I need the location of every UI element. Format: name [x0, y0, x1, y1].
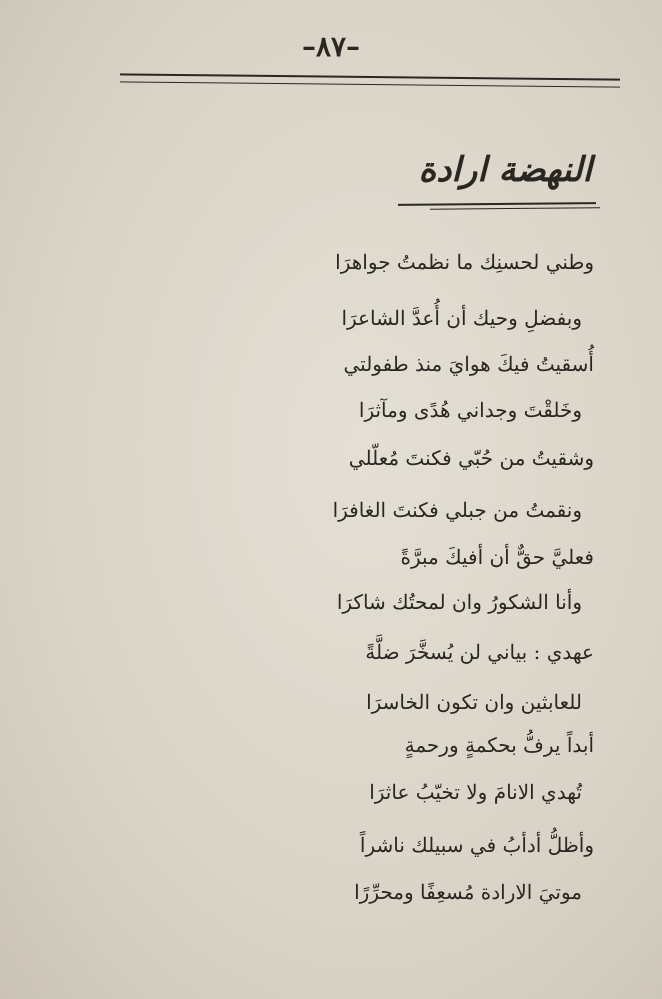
poem-line-12: تُهدي الانامَ ولا تخيّبُ عاثرَا: [369, 780, 582, 804]
poem-line-14: موتيَ الارادة مُسعِفًا ومحرِّرًا: [354, 880, 582, 904]
poem-line-7: فعليَّ حقٌّ أن أفيكَ مبرَّةً: [400, 545, 594, 569]
poem-line-3: أُسقيتُ فيكَ هوايَ منذ طفولتي: [343, 352, 594, 376]
poem-line-11: أبداً يرفُّ بحكمةٍ ورحمةٍ: [404, 733, 594, 757]
poem-title: النهضة ارادة: [418, 150, 592, 190]
poem-line-1: وطني لحسنِك ما نظمتُ جواهرَا: [335, 250, 594, 274]
poem-line-13: وأظلُّ أدأبُ في سبيلك ناشراً: [359, 833, 594, 857]
poem-line-6: ونقمتُ من جبلي فكنتَ الغافرَا: [332, 498, 582, 522]
poem-line-9: عهدي : بياني لن يُسخَّرَ ضلَّةً: [365, 640, 594, 664]
poem-line-2: وبفضلِ وحيك أن أُعدَّ الشاعرَا: [341, 306, 582, 330]
poem-line-10: للعابثين وان تكون الخاسرَا: [366, 690, 582, 714]
poem-line-8: وأنا الشكورُ وان لمحتُك شاكرَا: [336, 590, 582, 614]
poem-line-5: وشقيتُ من حُبّي فكنتَ مُعلّلي: [348, 446, 594, 470]
poem-line-4: وخَلقْتَ وجداني هُدًى ومآثرَا: [358, 398, 582, 422]
page-number: –٨٧–: [301, 30, 361, 63]
